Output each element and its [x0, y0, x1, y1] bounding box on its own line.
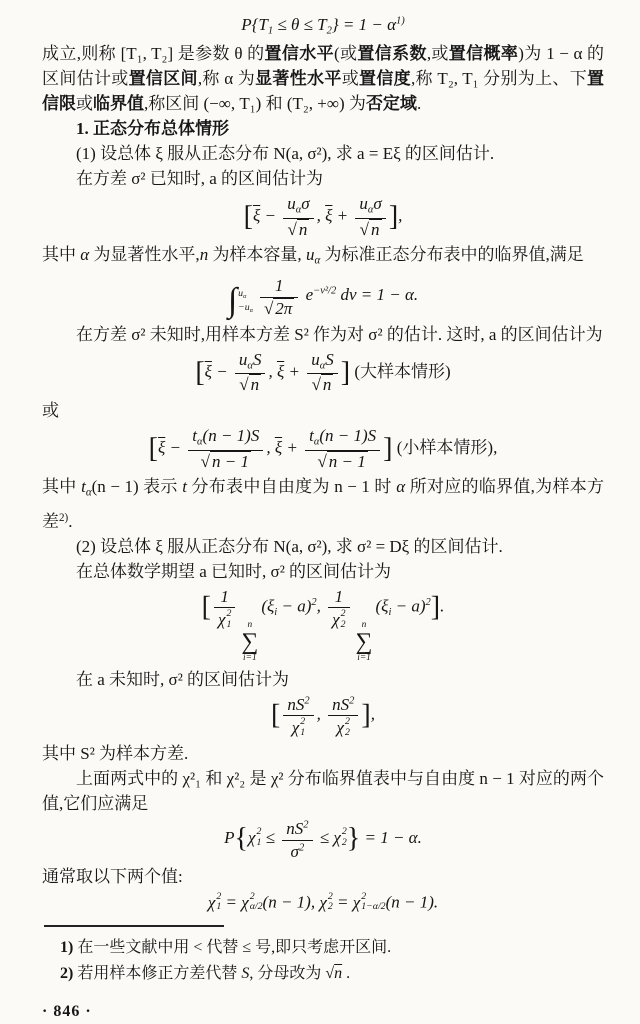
paragraph-known-variance: 在方差 σ² 已知时, a 的区间估计为	[76, 168, 324, 188]
formula-chi-square-quantiles: χ 2 1 = χ 2 α/2 (n − 1), χ 2 2 = χ 2 1−α/2 (n − 1).	[207, 891, 439, 913]
paragraph-confidence-definition: 成立,则称 [T₁, T₂] 是参数 θ 的置信水平(或置信系数,或置信概率)为 1 − α 的区间估计或置信区间,称 α 为显著性水平或置信度,称 T₂, T₁ 分别为上、下置信限或临界值,称区间 (−∞, T₁) 和 (T₂, +∞) 为否定域.	[42, 43, 605, 113]
paragraph-unknown-mean: 在 a 未知时, σ² 的区间估计为	[76, 669, 290, 689]
footnote-2: 2) 若用样本修正方差代替 S, 分母改为 √n .	[60, 964, 351, 982]
paragraph-known-mean: 在总体数学期望 a 已知时, σ² 的区间估计为	[76, 561, 392, 581]
page-number: · 846 ·	[42, 1002, 92, 1020]
formula-confidence-probability: $P\{T_1 \le \theta \le T_2\} = 1 - \alpha^{1)}$	[241, 15, 405, 37]
formula-interval-large-sample: [$\overline{\xi}$ − $u_\alpha S$ √ n , $\overline{\xi}$ + $u_\alpha S$ √ n ] (大样本情形)	[195, 349, 451, 395]
section-heading-normal-population: 1. 正态分布总体情形	[76, 118, 229, 138]
formula-interval-known-sigma: [$\overline{\xi}$ − $u_\alpha\sigma$ √ n , $\overline{\xi}$ + $u_\alpha\sigma$ √ n ],	[243, 193, 403, 239]
formula-normal-integral: ∫ $u_\alpha$ $-u_\alpha$ $\frac{1}{√ 2\pi}$ $e^{-v^2/2}$ dv = 1 − α.	[227, 276, 419, 320]
paragraph-critical-value-note: 其中 α 为显著性水平,n 为样本容量, uα 为标准正态分布表中的临界值,满足	[42, 245, 584, 267]
paragraph-unknown-variance: 在方差 σ² 未知时,用样本方差 S² 作为对 σ² 的估计. 这时, a 的区间估计为	[76, 324, 603, 344]
formula-interval-small-sample: [$\overline{\xi}$ − $\frac{t_\alpha(n - 1)S}{√ n - 1}$ , $\overline{\xi}$ + $\frac{t_\alpha(n - 1)S}{√ n - 1}$ ] (小样本情形),	[148, 425, 498, 471]
paragraph-sample-variance-note: 其中 S² 为样本方差.	[42, 744, 189, 764]
formula-variance-interval-known-mean: [ 1 χ 2 1 n ∑ i=1 $(\xi_i - a)^2$, 1 χ 2 2 n ∑ i=1 $(\xi_i - a)^2$].	[201, 586, 445, 664]
paragraph-chi-square-critical-values: 上面两式中的 χ²₁ 和 χ²₂ 是 χ² 分布临界值表中与自由度 n − 1 对应的两个值,它们应满足	[42, 769, 604, 814]
footnote-divider	[44, 925, 224, 927]
paragraph-case2-variance-estimate: (2) 设总体 ξ 服从正态分布 N(a, σ²), 求 σ² = Dξ 的区间估计.	[76, 536, 503, 556]
formula-chi-square-probability: P{ χ 2 1 ≤ $\frac{nS^2}{\sigma^2}$ ≤ χ 2 2 } = 1 − α.	[224, 819, 422, 861]
formula-variance-interval-unknown-mean: [ $nS^2$ χ 2 1 , $nS^2$ χ 2 2 ],	[271, 694, 375, 738]
paragraph-usual-values: 通常取以下两个值:	[42, 867, 183, 887]
footnote-1: 1) 在一些文献中用 < 代替 ≤ 号,即只考虑开区间.	[60, 938, 392, 956]
paragraph-case1-mean-estimate: (1) 设总体 ξ 服从正态分布 N(a, σ²), 求 a = Eξ 的区间估计.	[76, 143, 495, 163]
paragraph-or: 或	[42, 400, 59, 420]
paragraph-t-distribution-note: 其中 tα(n − 1) 表示 t 分布表中自由度为 n − 1 时 α 所对应的临界值,为样本方差$^{2)}$.	[42, 477, 605, 531]
